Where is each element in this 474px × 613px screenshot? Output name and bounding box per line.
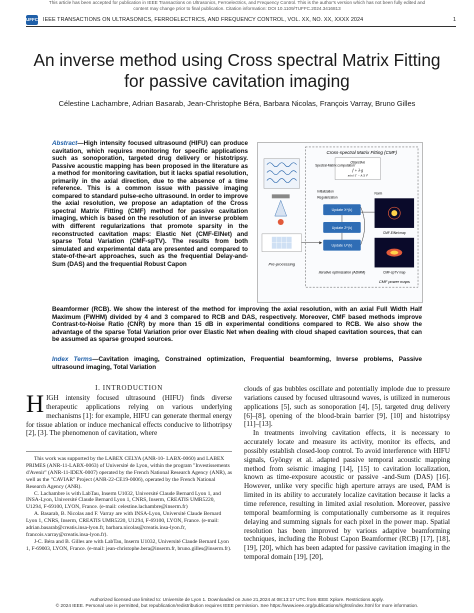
intro-first-word: IGH (46, 394, 59, 402)
cavitation-source-icon (278, 219, 284, 225)
figure-title: Cross-spectral Matrix Fitting (CMF) (326, 149, 397, 155)
index-terms-lead: Index Terms (52, 356, 93, 363)
update-z-label: Update Z^(k) (331, 225, 353, 230)
matrix-grid-icon (272, 237, 292, 249)
footnote-funding: This work was supported by the LABEX CELYA (ANR-10- LABX-0060) and LABEX PRIMES (ANR-11-LABX-0063) of Université de Lyon, within the program "Investissements d'Avenir" (ANR-11-IDEX-0007) operated by the French National Research Agency (ANR), as well as the "CAVIAR" Project (ANR-22-CE19-0006), operated by the French National Research Agency (ANR). (26, 456, 232, 490)
bottom-note-line-2: © 2024 IEEE. Personal use is permitted, but republication/redistribution requires IEEE permission. See https://www.ieee.org/publications/rights/index.html for more information. (55, 603, 419, 608)
abstract-lead: Abstract (52, 140, 78, 147)
norm-label: Norm (374, 191, 383, 196)
index-terms-text: —Cavitation imaging, Constrained optimization, Frequential beamforming, Inverse problems, Passive ultrasound imaging, Total Variation (52, 356, 422, 371)
sptv-map-label: CMF-spTV map (383, 270, 406, 275)
index-terms (52, 356, 422, 371)
init-label: Initialization (317, 189, 334, 194)
section-heading: I. INTRODUCTION (95, 384, 163, 392)
right-paragraph-2: In treatments involving cavitation effects, it is necessary to accurately locate and measure its activity, monitor its effects, and possibly establish closed-loop control. To avoid interference with HIFU signals, Gyöngy et al. adapted passive temporal acoustic mapping method from seismic imaging [14], [15] to cavitation localization, known as time-exposure acoustic or passive -and-Sum (DAS) [16]. However, unlike very specific high aperture arrays are used, PAM is limited in its ability to accurately localize cavitation because it lacks a time reference, resulting in limited axial resolution. Moreover, passive temporal beamforming is computationally cumbersome as it requires delaying and summing signals for each pixel in the power map. Spatial resolution has been improved by various adaptive beamforming techniques, including the Robust Capon Beamformer (RCB) [17], [18], [19], [20], which has been adapted for passive cavitation imaging in the temporal domain [19], [20], (244, 429, 450, 562)
top-note-line-2: content may change prior to final publication. Citation information: DOI 10.1109/TUFFC.2024.3416813 (133, 6, 341, 11)
admm-label: Iterative optimization (ADMM) (318, 270, 366, 275)
page-number: 1 (453, 16, 456, 23)
right-paragraph-1: clouds of gas bubbles oscillate and potentially implode due to pressure variations caused by focused ultrasound waves, is utilized in numerous applications [5], such as sonoporation [4], [5], targeted drug delivery [6]–[8], opening of the blood-brain barrier [9], [10] and histotripsy [11]–[13]. (244, 385, 450, 429)
bottom-note (0, 597, 474, 609)
top-note-line-1: This article has been accepted for publication in IEEE Transactions on Ultrasonics, Ferroelectrics, and Frequency Control. This is the author's version which has not been fully edited and (48, 0, 426, 5)
update-x-label: Update X^(k) (331, 208, 353, 213)
maps-label: CMF power maps (378, 279, 410, 285)
uffc-logo: UFFC (26, 15, 38, 25)
footnote-affiliation-2: A. Basarab, B. Nicolas and F. Varray are with INSA-Lyon, Université Claude Bernard Lyon 1, CNRS, Inserm, CREATIS UMR5220, U1294, F-69100, LYON, France. (e-mail: adrian.basarab@creatis.insa-lyon.fr, barbara.nicolas@creatis.insa-lyon.fr, francois.varray@creatis.insa-lyon.fr). (26, 511, 222, 538)
admm-steps (323, 204, 364, 250)
abstract (52, 140, 248, 268)
drop-cap: H (26, 391, 45, 418)
journal-name: IEEE TRANSACTIONS ON ULTRASONICS, FERROELECTRICS, AND FREQUENCY CONTROL, VOL. XX, NO. XX, XXXX 2024 (43, 16, 364, 23)
preprocessing-label: Pre-processing (268, 261, 295, 267)
author-list: Célestine Lachambre, Adrian Basarab, Jean-Christophe Béra, Barbara Nicolas, François Varray, Bruno Gilles (58, 99, 416, 108)
right-column (244, 385, 450, 562)
bottom-note-line-1: Authorized licensed use limited to: Universite de Lyon 1. Downloaded on June 21,2024 at 08:13:17 UTC from IEEE Xplore. Restrictions apply. (90, 597, 384, 602)
journal-header (26, 13, 456, 27)
svg-text:f + λ·g: f + λ·g (352, 167, 364, 173)
method-diagram (258, 143, 422, 302)
svg-text:min ‖ Γ − A X ‖²: min ‖ Γ − A X ‖² (347, 173, 368, 178)
spectral-label: Spectral-Matrix computation (315, 163, 355, 168)
abstract-text: —High intensity focused ultrasound (HIFU) can produce cavitation, which requires monitoring for specific applications such as sonoporation, targeted drug delivery or histotripsy. Passive acoustic mapping has been proposed in the literature as a method for monitoring cavitation, but it lacks spatial resolution, primarily in the axial direction, due to the absence of a time reference. This is a common issue with passive imaging compared to standard pulse-echo ultrasound. In order to improve the axial resolution, we propose an adaptation of the Cross spectral Matrix Fitting (CMF) method for passive cavitation imaging, which is based on the resolution of an inverse problem with different regularizations that promote sparsity in the reconstructed cavitation maps: Elastic Net (CMF-ElNet) and sparse Total Variation (CMF-spTV). The results from both simulated and experimental data are presented and compared to state-of-the-art approaches, such as the frequential Delay-and-Sum (DAS) and the frequential Robust Capon (52, 140, 248, 268)
probe-icon (272, 194, 290, 225)
footnote-affiliation-3: J-C. Béra and B. Gilles are with LabTau, Inserm U1032, Université Claude Bernard Lyon 1, F-69003, LYON, France. (e-mail: jean-christophe.bera@inserm.fr, bruno.gilles@inserm.fr). (26, 538, 232, 552)
footnotes (26, 451, 232, 553)
intro-paragraph (26, 391, 232, 438)
loop-arrow (361, 207, 365, 245)
top-note (0, 0, 474, 12)
regularization-label: Regularization (317, 195, 338, 200)
paper-title: An inverse method using Cross spectral Matrix Fitting for passive cavitation imaging (33, 50, 441, 91)
method-figure (257, 142, 423, 303)
element-signals-icon (264, 159, 300, 189)
abstract-continuation: Beamformer (RCB). We show the interest of the method for improving the axial resolution, with an axial Full Width Half Maximum (FWHM) divided by 4 and 3 compared to RCB and DAS, respectively. Moreover, CMF based methods improve Contrast-to-Noise Ratio (CNR) by more than 15 dB in experimental conditions compared to RCB. We also show the advantage of the sparse Total Variation prior over Elastic Net when dealing with cloud shaped cavitation sources, that can be assumed as sparse grouped sources. (52, 306, 422, 344)
update-u-label: Update U^(k) (331, 243, 353, 248)
objective-label: Objective (350, 160, 366, 165)
footnote-affiliation-1: C. Lachambre is with LabTau, Inserm U1032, Université Claude Bernard Lyon 1, and INSA-Lyon, Université Claude Bernard Lyon 1, CNRS, Inserm, CREATIS UMR5220, U1294, F-69100, LYON, France. (e-mail: celestine.lachambre@inserm.fr) (26, 490, 221, 511)
elnet-map-label: CMF-ElNet map (383, 230, 406, 235)
intro-text: intensity focused ultrasound (HIFU) finds diverse therapeutic applications relying on various underlying mechanisms [1]: for example, HIFU can generate thermal energy for tissue ablation or induce mechanical effects conducive to lithotripsy [2], [3]. The phenomenon of cavitation, where (26, 394, 232, 438)
